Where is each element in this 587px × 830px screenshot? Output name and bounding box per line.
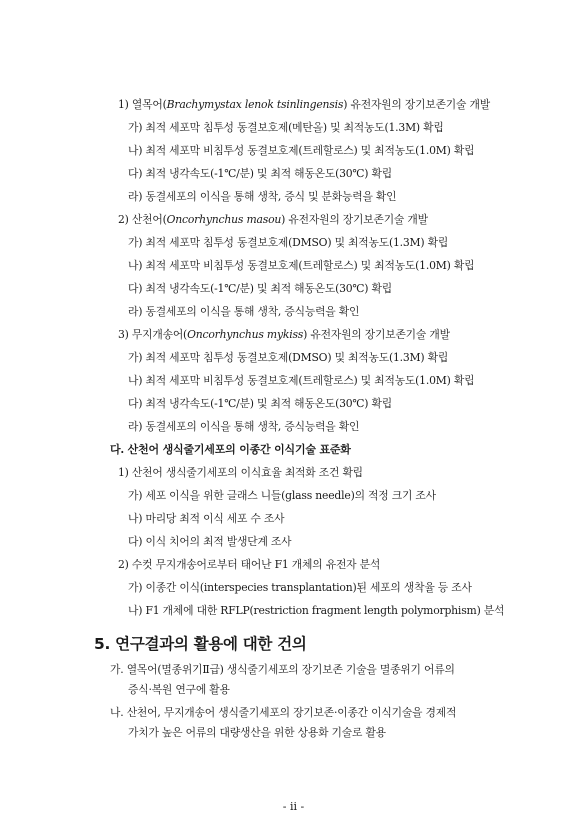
list-item: 다) 최적 냉각속도(-1℃/분) 및 최적 해동온도(30℃) 확립: [128, 167, 393, 180]
recommendation-item: 나. 산천어, 무지개송어 생식줄기세포의 장기보존·이종간 이식기술을 경제적: [110, 706, 457, 719]
page-number: - ii -: [282, 800, 305, 813]
list-item: 라) 동결세포의 이식을 통해 생착, 증식 및 분화능력을 확인: [128, 190, 397, 203]
list-item: 가) 이종간 이식(interspecies transplantation)된 세포의 생착율 등 조사: [128, 581, 472, 594]
list-item: 2) 산천어(Oncorhynchus masou) 유전자원의 장기보존기술 개발: [118, 213, 428, 226]
list-item: 라) 동결세포의 이식을 통해 생착, 증식능력을 확인: [128, 305, 360, 318]
list-item: 다) 이식 치어의 최적 발생단계 조사: [128, 535, 292, 548]
list-item: 3) 무지개송어(Oncorhynchus mykiss) 유전자원의 장기보존기술 개발: [118, 328, 450, 341]
list-item: 가) 최적 세포막 침투성 동결보호제(DMSO) 및 최적농도(1.3M) 확립: [128, 351, 449, 364]
list-item: 1) 산천어 생식줄기세포의 이식효율 최적화 조건 확립: [118, 466, 363, 479]
recommendation-item-cont: 증식·복원 연구에 활용: [128, 683, 230, 696]
list-item: 가) 최적 세포막 침투성 동결보호제(DMSO) 및 최적농도(1.3M) 확립: [128, 236, 449, 249]
list-item: 라) 동결세포의 이식을 통해 생착, 증식능력을 확인: [128, 420, 360, 433]
list-item: 나) F1 개체에 대한 RFLP(restriction fragment length polymorphism) 분석: [128, 604, 505, 617]
list-item: 2) 수컷 무지개송어로부터 태어난 F1 개체의 유전자 분석: [118, 558, 381, 571]
list-item: 나) 최적 세포막 비침투성 동결보호제(트레할로스) 및 최적농도(1.0M) 확립: [128, 259, 475, 272]
list-item: 1) 열목어(Brachymystax lenok tsinlingensis) 유전자원의 장기보존기술 개발: [118, 98, 490, 111]
list-item: 다) 최적 냉각속도(-1℃/분) 및 최적 해동온도(30℃) 확립: [128, 282, 393, 295]
recommendation-item-cont: 가치가 높은 어류의 대량생산을 위한 상용화 기술로 활용: [128, 726, 386, 739]
subsection-heading: 다. 산천어 생식줄기세포의 이종간 이식기술 표준화: [110, 443, 351, 456]
section-heading: 5. 연구결과의 활용에 대한 건의: [94, 635, 307, 653]
recommendation-item: 가. 열목어(멸종위기Ⅱ급) 생식줄기세포의 장기보존 기술을 멸종위기 어류의: [110, 663, 455, 676]
list-item: 다) 최적 냉각속도(-1℃/분) 및 최적 해동온도(30℃) 확립: [128, 397, 393, 410]
list-item: 나) 최적 세포막 비침투성 동결보호제(트레할로스) 및 최적농도(1.0M) 확립: [128, 374, 475, 387]
list-item: 가) 최적 세포막 침투성 동결보호제(메탄올) 및 최적농도(1.3M) 확립: [128, 121, 444, 134]
list-item: 나) 마리당 최적 이식 세포 수 조사: [128, 512, 285, 525]
list-item: 나) 최적 세포막 비침투성 동결보호제(트레할로스) 및 최적농도(1.0M) 확립: [128, 144, 475, 157]
list-item: 가) 세포 이식을 위한 글래스 니들(glass needle)의 적정 크기 조사: [128, 489, 436, 502]
